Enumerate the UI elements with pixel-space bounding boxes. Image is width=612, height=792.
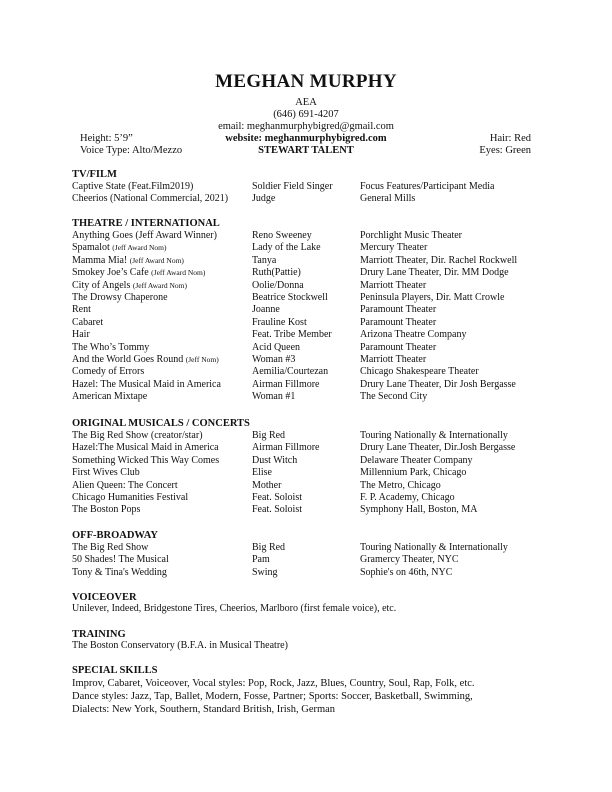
credit-show (72, 567, 167, 579)
credit-row (72, 342, 552, 354)
show-title: The Big Red Show (72, 542, 149, 553)
credit-role: Aemilia/Courtezan (252, 366, 329, 378)
email-address: email: meghanmurphybigred@gmail.com (218, 121, 394, 132)
show-title: Cabaret (72, 316, 104, 328)
credit-role: Dust Witch (252, 454, 298, 466)
credit-role: Airman Fillmore (252, 378, 320, 390)
credit-company: Drury Lane Theater, Dir Josh Bergasse (360, 378, 516, 390)
credit-role: Woman #1 (252, 391, 296, 403)
credit-row (72, 554, 552, 566)
agency-name: STEWART TALENT (258, 145, 354, 156)
skills-text (72, 677, 552, 717)
credit-row (72, 504, 552, 516)
credit-row (72, 379, 552, 391)
credit-role: Acid Queen (252, 341, 301, 353)
credit-row (72, 255, 552, 267)
credit-row (72, 304, 552, 316)
credit-show (72, 181, 193, 193)
show-title: And the World Goes Round (72, 353, 186, 365)
credit-show (72, 304, 91, 316)
credit-role: Mother (252, 479, 282, 491)
credit-company: The Metro, Chicago (360, 479, 441, 491)
show-title: Alien Queen: The Concert (72, 479, 178, 491)
credit-role: Big Red (252, 542, 286, 553)
credit-row (72, 366, 552, 378)
eyes-stat: Eyes: Green (479, 145, 531, 156)
credit-show (72, 480, 178, 492)
credit-company: Mercury Theater (360, 242, 428, 254)
training-text: The Boston Conservatory (B.F.A. in Musical Theatre) (72, 640, 288, 651)
show-title: Hair (72, 329, 90, 341)
show-title: The Boston Pops (72, 504, 141, 516)
credit-company: Marriott Theater (360, 353, 427, 365)
credit-row (72, 567, 552, 579)
credit-show (72, 354, 219, 366)
credit-company: General Mills (360, 193, 416, 205)
section-heading-off-broadway: OFF-BROADWAY (72, 530, 158, 541)
credit-show (72, 467, 140, 479)
credit-row (72, 230, 552, 242)
credit-company: Focus Features/Participant Media (360, 181, 495, 192)
credit-show (72, 267, 205, 279)
credit-row (72, 542, 552, 554)
credit-role: Frauline Kost (252, 316, 307, 328)
award-note: (Jeff Award Nom) (129, 255, 184, 265)
show-title: Smokey Joe’s Cafe (72, 267, 152, 279)
credit-company: Chicago Shakespeare Theater (360, 366, 479, 378)
credit-row (72, 492, 552, 504)
credit-company: Symphony Hall, Boston, MA (360, 504, 478, 516)
credit-company: Arizona Theatre Company (360, 329, 467, 341)
credit-company: F. P. Academy, Chicago (360, 491, 455, 503)
section-heading-tv-film: TV/FILM (72, 169, 117, 180)
credit-role: Elise (252, 467, 272, 479)
credit-show (72, 366, 144, 378)
phone-number: (646) 691-4207 (273, 109, 339, 120)
section-heading-training: TRAINING (72, 629, 126, 640)
credit-role: Beatrice Stockwell (252, 291, 328, 303)
credit-show (72, 342, 149, 354)
credit-role: Airman Fillmore (252, 442, 320, 454)
credit-company: Millennium Park, Chicago (360, 467, 467, 479)
show-title: Comedy of Errors (72, 366, 145, 378)
credit-role: Feat. Tribe Member (252, 329, 332, 341)
credit-show (72, 329, 90, 341)
credit-row (72, 193, 552, 205)
credit-company: Paramount Theater (360, 341, 437, 353)
credit-company: Delaware Theater Company (360, 454, 473, 466)
credit-row (72, 329, 552, 341)
credit-row (72, 391, 552, 403)
credit-role: Joanne (252, 304, 280, 316)
credits-tv-film (72, 181, 552, 206)
credit-row (72, 181, 552, 193)
credits-off-broadway (72, 542, 552, 579)
credit-show (72, 255, 184, 267)
credit-role: Tanya (252, 254, 277, 266)
voice-type-stat: Voice Type: Alto/Mezzo (80, 145, 183, 156)
credit-row (72, 455, 552, 467)
award-note: (Jeff Award Nom) (132, 280, 188, 290)
credit-role: Swing (252, 566, 278, 578)
show-title: Something Wicked This Way Comes (72, 454, 220, 466)
credit-company: Touring Nationally & Internationally (360, 542, 508, 553)
credit-role: Pam (252, 554, 270, 566)
show-title: Chicago Humanities Festival (72, 491, 189, 503)
credits-theatre (72, 230, 552, 403)
credit-role: Woman #3 (252, 353, 296, 365)
show-title: The Big Red Show (creator/star) (72, 430, 203, 441)
credit-show (72, 492, 188, 504)
credit-company: The Second City (360, 391, 428, 403)
header-row-2 (0, 144, 612, 157)
show-title: Tony & Tina's Wedding (72, 566, 167, 578)
show-title: 50 Shades! The Musical (72, 554, 169, 566)
credit-row (72, 242, 552, 254)
show-title: Anything Goes (Jeff Award Winner) (72, 230, 217, 241)
credit-row (72, 467, 552, 479)
credit-role: Soldier Field Singer (252, 181, 333, 192)
credit-role: Big Red (252, 430, 286, 441)
section-heading-original: ORIGINAL MUSICALS / CONCERTS (72, 418, 250, 429)
credit-show (72, 455, 219, 467)
credit-row (72, 267, 552, 279)
credit-show (72, 504, 140, 516)
credit-row (72, 292, 552, 304)
credit-company: Touring Nationally & Internationally (360, 430, 508, 441)
credit-company: Peninsula Players, Dir. Matt Crowle (360, 291, 505, 303)
skills-line: Improv, Cabaret, Voiceover, Vocal styles: Pop, Rock, Jazz, Blues, Country, Soul, Rap, Folk, etc. (72, 678, 475, 689)
show-title: Hazel:The Musical Maid in America (72, 442, 219, 454)
credit-row (72, 280, 552, 292)
credit-show (72, 242, 166, 254)
credit-show (72, 391, 147, 403)
credit-company: Drury Lane Theater, Dir.Josh Bergasse (360, 442, 516, 454)
show-title: City of Angels (72, 279, 133, 291)
show-title: Rent (72, 304, 91, 316)
credit-company: Marriott Theater (360, 279, 427, 291)
skills-line: Dialects: New York, Southern, Standard British, Irish, German (72, 704, 336, 716)
skills-line: Dance styles: Jazz, Tap, Ballet, Modern, Fosse, Partner; Sports: Soccer, Basketball, Swimming, (72, 691, 473, 703)
credit-company: Paramount Theater (360, 304, 437, 316)
credit-role: Ruth(Pattie) (252, 267, 301, 279)
voiceover-text: Unilever, Indeed, Bridgestone Tires, Cheerios, Marlboro (first female voice), etc. (72, 603, 397, 614)
credit-show (72, 317, 103, 329)
credit-company: Drury Lane Theater, Dir. MM Dodge (360, 267, 509, 279)
credit-row (72, 430, 552, 442)
union-affiliation: AEA (295, 97, 317, 108)
show-title: The Who’s Tommy (72, 341, 150, 353)
credit-role: Feat. Soloist (252, 504, 303, 516)
credit-company: Sophie's on 46th, NYC (360, 566, 453, 578)
credit-role: Oolie/Donna (252, 279, 304, 291)
website-link[interactable]: website: meghanmurphybigred.com (225, 133, 387, 144)
credit-row (72, 480, 552, 492)
credits-original (72, 430, 552, 517)
show-title: Spamalot (72, 242, 113, 254)
credit-row (72, 354, 552, 366)
section-heading-skills: SPECIAL SKILLS (72, 665, 158, 676)
credit-role: Judge (252, 193, 276, 205)
credit-company: Paramount Theater (360, 316, 437, 328)
credit-show (72, 193, 228, 205)
credit-show (72, 430, 203, 442)
show-title: Mamma Mia! (72, 254, 130, 266)
award-note: (Jeff Award Nom) (151, 268, 206, 278)
credit-show (72, 230, 217, 242)
show-title: First Wives Club (72, 467, 140, 479)
show-title: Cheerios (National Commercial, 2021) (72, 193, 229, 205)
credit-show (72, 292, 168, 304)
show-title: American Mixtape (72, 391, 148, 403)
credit-company: Marriott Theater, Dir. Rachel Rockwell (360, 254, 518, 266)
credit-company: Gramercy Theater, NYC (360, 554, 459, 566)
hair-stat: Hair: Red (489, 133, 531, 144)
award-note: (Jeff Nom) (185, 354, 219, 364)
credit-role: Lady of the Lake (252, 242, 321, 254)
performer-name: MEGHAN MURPHY (215, 71, 397, 92)
credit-show (72, 554, 169, 566)
section-heading-voiceover: VOICEOVER (72, 592, 137, 603)
show-title: Hazel: The Musical Maid in America (72, 378, 221, 390)
credit-show (72, 442, 219, 454)
section-heading-theatre: THEATRE / INTERNATIONAL (72, 218, 220, 229)
credit-role: Feat. Soloist (252, 491, 303, 503)
credit-company: Porchlight Music Theater (360, 230, 463, 241)
credit-show (72, 542, 148, 554)
credit-show (72, 379, 221, 391)
credit-role: Reno Sweeney (252, 230, 312, 241)
show-title: Captive State (Feat.Film2019) (72, 181, 194, 192)
credit-row (72, 317, 552, 329)
height-stat: Height: 5’9” (80, 133, 133, 144)
credit-row (72, 442, 552, 454)
award-note: (Jeff Award Nom) (112, 243, 167, 253)
show-title: The Drowsy Chaperone (72, 291, 168, 303)
credit-show (72, 280, 187, 292)
